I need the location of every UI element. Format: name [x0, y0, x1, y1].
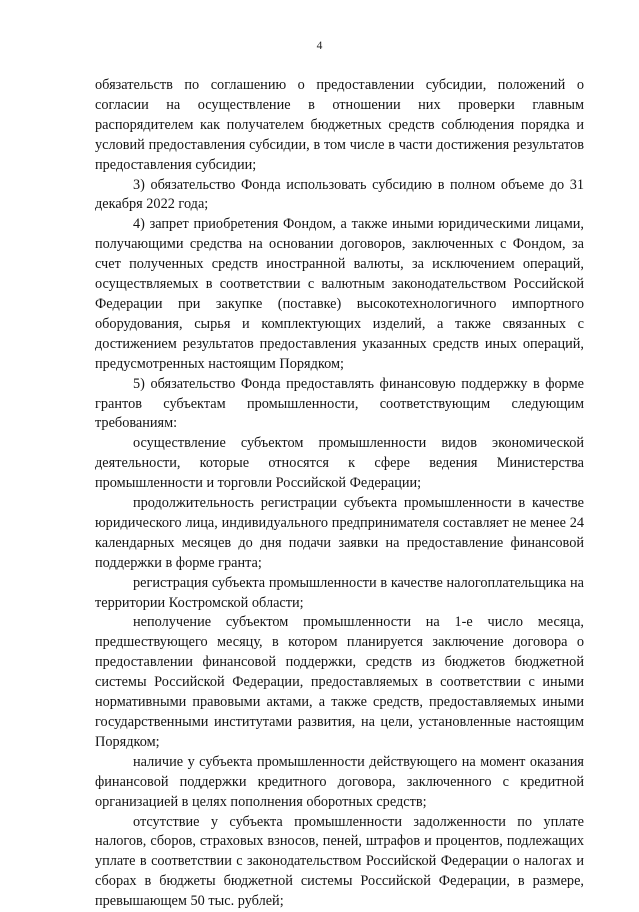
requirement-tax-registration: регистрация субъекта промышленности в качестве налогоплательщика на территории Костромской области; [95, 574, 584, 611]
paragraph-item-3: 3) обязательство Фонда использовать субсидию в полном объеме до 31 декабря 2022 года; [95, 176, 584, 213]
paragraph-continuation: обязательств по соглашению о предоставлении субсидии, положений о согласии на осуществление в отношении них проверки главным распорядителем как получателем бюджетных средств соблюдения порядка и условий предоставления субсидии, в том числе в части достижения результатов предоставления субсидии; [95, 77, 584, 173]
requirement-no-tax-debt: отсутствие у субъекта промышленности задолженности по уплате налогов, сборов, страховых взносов, пеней, штрафов и процентов, подлежащих уплате в соответствии с законодательством Российской Федерации о налогах и сборах в бюджеты бюджетной системы Российской Федерации, в размере, превышающем 50 тыс. рублей; [95, 813, 584, 910]
requirement-registration-duration: продолжительность регистрации субъекта промышленности в качестве юридического лица, индивидуального предпринимателя составляет не менее 24 календарных месяцев до дня подачи заявки на предоставление финансовой поддержки в форме гранта; [95, 495, 584, 571]
paragraph-item-5: 5) обязательство Фонда предоставлять финансовую поддержку в форме грантов субъектам промышленности, соответствующим следующим требованиям: [95, 375, 584, 432]
document-body [95, 76, 584, 912]
paragraph-item-4: 4) запрет приобретения Фондом, а также иными юридическими лицами, получающими средства на основании договоров, заключенных с Фондом, за счет полученных средств иностранной валюты, за исключением операций, осуществляемых в соответствии с валютным законодательством Российской Федерации при закупке (поставке) высокотехнологичного импортного оборудования, сырья и комплектующих изделий, а также связанных с достижением результатов предоставления указанных средств иных операций, предусмотренных настоящим Порядком; [95, 216, 584, 372]
page-number: 4 [316, 40, 323, 52]
requirement-credit-agreement: наличие у субъекта промышленности действующего на момент оказания финансовой поддержки кредитного договора, заключенного с кредитной организацией в целях пополнения оборотных средств; [95, 753, 584, 810]
requirement-activity: осуществление субъектом промышленности видов экономической деятельности, которые относятся к сфере ведения Министерства промышленности и торговли Российской Федерации; [95, 435, 584, 492]
requirement-no-other-funds: неполучение субъектом промышленности на 1-е число месяца, предшествующего месяцу, в котором планируется заключение договора о предоставлении финансовой поддержки, средств из бюджетов бюджетной системы Российской Федерации, предоставляемых в соответствии с иными нормативными правовыми актами, а также средств, предоставляемых иными государственными институтами развития, на цели, установленные настоящим Порядком; [95, 614, 584, 750]
